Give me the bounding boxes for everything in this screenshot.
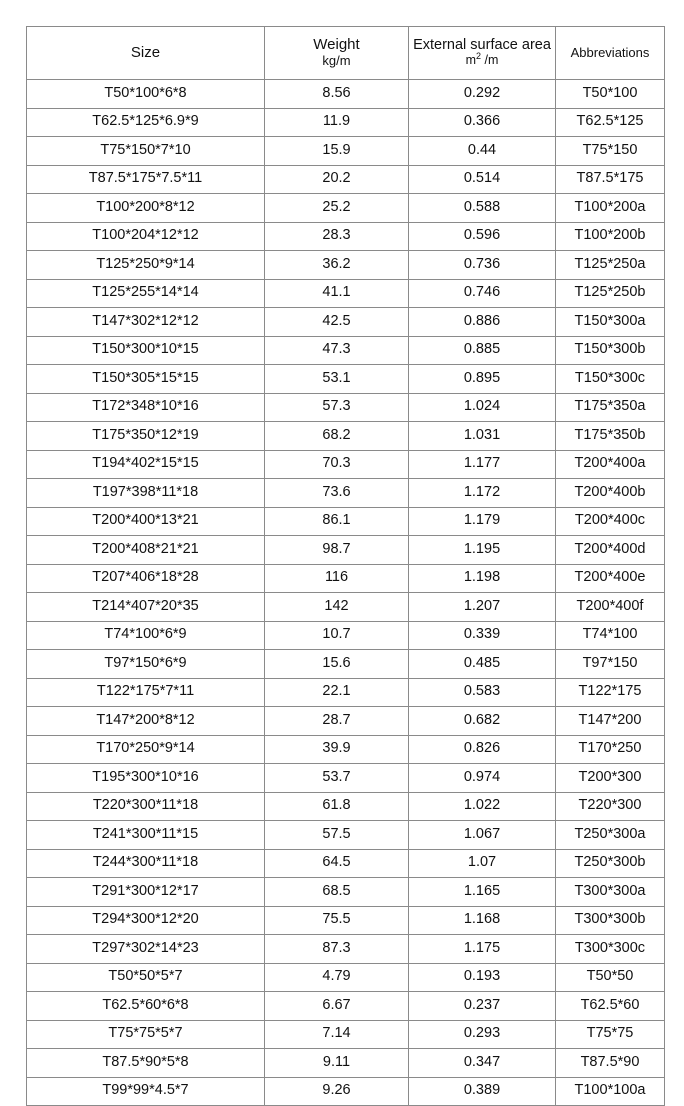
cell-weight: 41.1 bbox=[265, 279, 409, 308]
table-row bbox=[27, 1049, 665, 1078]
cell-weight: 28.7 bbox=[265, 707, 409, 736]
cell-weight: 116 bbox=[265, 564, 409, 593]
cell-area: 1.195 bbox=[409, 536, 556, 565]
cell-abbr: T170*250 bbox=[556, 735, 665, 764]
steel-tee-spec-table bbox=[26, 26, 665, 1106]
cell-weight: 20.2 bbox=[265, 165, 409, 194]
cell-abbr: T125*250b bbox=[556, 279, 665, 308]
cell-area: 0.682 bbox=[409, 707, 556, 736]
cell-weight: 25.2 bbox=[265, 194, 409, 223]
cell-abbr: T87.5*90 bbox=[556, 1049, 665, 1078]
cell-abbr: T200*400a bbox=[556, 450, 665, 479]
table-row bbox=[27, 707, 665, 736]
cell-area: 0.974 bbox=[409, 764, 556, 793]
cell-weight: 15.6 bbox=[265, 650, 409, 679]
table-row bbox=[27, 393, 665, 422]
cell-weight: 11.9 bbox=[265, 108, 409, 137]
cell-size: T220*300*11*18 bbox=[27, 792, 265, 821]
cell-size: T100*204*12*12 bbox=[27, 222, 265, 251]
column-header-weight-label: Weight bbox=[313, 36, 360, 54]
cell-abbr: T87.5*175 bbox=[556, 165, 665, 194]
cell-area: 0.736 bbox=[409, 251, 556, 280]
column-header-abbreviations bbox=[556, 27, 665, 80]
cell-abbr: T300*300b bbox=[556, 906, 665, 935]
column-header-external-surface-area bbox=[409, 27, 556, 80]
cell-size: T200*400*13*21 bbox=[27, 507, 265, 536]
cell-weight: 64.5 bbox=[265, 849, 409, 878]
cell-weight: 22.1 bbox=[265, 678, 409, 707]
cell-area: 1.168 bbox=[409, 906, 556, 935]
table-row bbox=[27, 593, 665, 622]
cell-area: 0.596 bbox=[409, 222, 556, 251]
table-row bbox=[27, 479, 665, 508]
table-row bbox=[27, 906, 665, 935]
table-body bbox=[27, 80, 665, 1106]
table-row bbox=[27, 678, 665, 707]
cell-abbr: T62.5*125 bbox=[556, 108, 665, 137]
cell-area: 1.177 bbox=[409, 450, 556, 479]
area-units-prefix: m bbox=[465, 53, 477, 68]
cell-area: 0.193 bbox=[409, 963, 556, 992]
cell-size: T122*175*7*11 bbox=[27, 678, 265, 707]
table-row bbox=[27, 422, 665, 451]
area-units-suffix: /m bbox=[481, 53, 499, 68]
column-header-abbreviations-label: Abbreviations bbox=[570, 44, 650, 60]
cell-area: 0.389 bbox=[409, 1077, 556, 1106]
cell-weight: 53.7 bbox=[265, 764, 409, 793]
cell-abbr: T175*350a bbox=[556, 393, 665, 422]
cell-weight: 4.79 bbox=[265, 963, 409, 992]
cell-abbr: T97*150 bbox=[556, 650, 665, 679]
table-row bbox=[27, 279, 665, 308]
column-header-area-units bbox=[411, 50, 553, 68]
cell-abbr: T150*300c bbox=[556, 365, 665, 394]
table-row bbox=[27, 507, 665, 536]
cell-size: T195*300*10*16 bbox=[27, 764, 265, 793]
cell-area: 0.885 bbox=[409, 336, 556, 365]
cell-abbr: T175*350b bbox=[556, 422, 665, 451]
cell-size: T175*350*12*19 bbox=[27, 422, 265, 451]
cell-abbr: T200*400b bbox=[556, 479, 665, 508]
cell-area: 0.44 bbox=[409, 137, 556, 166]
cell-abbr: T200*400d bbox=[556, 536, 665, 565]
cell-weight: 68.2 bbox=[265, 422, 409, 451]
cell-abbr: T200*400c bbox=[556, 507, 665, 536]
cell-area: 1.067 bbox=[409, 821, 556, 850]
cell-weight: 75.5 bbox=[265, 906, 409, 935]
cell-abbr: T250*300a bbox=[556, 821, 665, 850]
cell-size: T97*150*6*9 bbox=[27, 650, 265, 679]
cell-weight: 9.11 bbox=[265, 1049, 409, 1078]
table-row bbox=[27, 165, 665, 194]
cell-size: T99*99*4.5*7 bbox=[27, 1077, 265, 1106]
table-row bbox=[27, 222, 665, 251]
cell-area: 0.826 bbox=[409, 735, 556, 764]
cell-size: T50*50*5*7 bbox=[27, 963, 265, 992]
cell-abbr: T200*400e bbox=[556, 564, 665, 593]
cell-area: 0.746 bbox=[409, 279, 556, 308]
column-header-area-label: External surface area bbox=[413, 36, 551, 53]
cell-size: T172*348*10*16 bbox=[27, 393, 265, 422]
cell-size: T150*300*10*15 bbox=[27, 336, 265, 365]
cell-area: 0.366 bbox=[409, 108, 556, 137]
cell-size: T241*300*11*15 bbox=[27, 821, 265, 850]
cell-weight: 61.8 bbox=[265, 792, 409, 821]
cell-weight: 15.9 bbox=[265, 137, 409, 166]
cell-area: 0.583 bbox=[409, 678, 556, 707]
table-header-row bbox=[27, 27, 665, 80]
cell-abbr: T200*400f bbox=[556, 593, 665, 622]
table-row bbox=[27, 194, 665, 223]
cell-size: T147*302*12*12 bbox=[27, 308, 265, 337]
cell-size: T87.5*175*7.5*11 bbox=[27, 165, 265, 194]
cell-abbr: T50*50 bbox=[556, 963, 665, 992]
table-row bbox=[27, 1077, 665, 1106]
cell-abbr: T250*300b bbox=[556, 849, 665, 878]
table-row bbox=[27, 450, 665, 479]
cell-size: T244*300*11*18 bbox=[27, 849, 265, 878]
cell-weight: 87.3 bbox=[265, 935, 409, 964]
cell-size: T50*100*6*8 bbox=[27, 80, 265, 109]
cell-abbr: T150*300a bbox=[556, 308, 665, 337]
cell-weight: 7.14 bbox=[265, 1020, 409, 1049]
table-row bbox=[27, 650, 665, 679]
cell-size: T207*406*18*28 bbox=[27, 564, 265, 593]
table-row bbox=[27, 564, 665, 593]
table-row bbox=[27, 308, 665, 337]
cell-area: 0.485 bbox=[409, 650, 556, 679]
table-row bbox=[27, 849, 665, 878]
cell-area: 0.588 bbox=[409, 194, 556, 223]
column-header-size-label: Size bbox=[130, 43, 161, 61]
table-row bbox=[27, 251, 665, 280]
table-row bbox=[27, 336, 665, 365]
cell-abbr: T62.5*60 bbox=[556, 992, 665, 1021]
table-header bbox=[27, 27, 665, 80]
cell-area: 0.347 bbox=[409, 1049, 556, 1078]
cell-size: T170*250*9*14 bbox=[27, 735, 265, 764]
cell-area: 1.179 bbox=[409, 507, 556, 536]
cell-weight: 9.26 bbox=[265, 1077, 409, 1106]
area-units-superscript: 2 bbox=[476, 50, 482, 61]
cell-size: T297*302*14*23 bbox=[27, 935, 265, 964]
cell-abbr: T220*300 bbox=[556, 792, 665, 821]
cell-weight: 36.2 bbox=[265, 251, 409, 280]
cell-area: 1.031 bbox=[409, 422, 556, 451]
table-row bbox=[27, 792, 665, 821]
cell-weight: 86.1 bbox=[265, 507, 409, 536]
cell-weight: 70.3 bbox=[265, 450, 409, 479]
table-row bbox=[27, 963, 665, 992]
cell-abbr: T200*300 bbox=[556, 764, 665, 793]
cell-area: 1.207 bbox=[409, 593, 556, 622]
cell-area: 0.514 bbox=[409, 165, 556, 194]
steel-tee-spec-table-container bbox=[26, 26, 664, 1106]
cell-abbr: T75*150 bbox=[556, 137, 665, 166]
column-header-size bbox=[27, 27, 265, 80]
cell-abbr: T122*175 bbox=[556, 678, 665, 707]
cell-weight: 8.56 bbox=[265, 80, 409, 109]
cell-area: 0.886 bbox=[409, 308, 556, 337]
cell-size: T62.5*60*6*8 bbox=[27, 992, 265, 1021]
column-header-weight-units: kg/m bbox=[322, 52, 351, 68]
cell-area: 0.895 bbox=[409, 365, 556, 394]
table-row bbox=[27, 821, 665, 850]
cell-abbr: T74*100 bbox=[556, 621, 665, 650]
cell-abbr: T147*200 bbox=[556, 707, 665, 736]
cell-weight: 42.5 bbox=[265, 308, 409, 337]
cell-abbr: T50*100 bbox=[556, 80, 665, 109]
column-header-weight bbox=[265, 27, 409, 80]
cell-area: 1.198 bbox=[409, 564, 556, 593]
cell-weight: 10.7 bbox=[265, 621, 409, 650]
cell-abbr: T300*300c bbox=[556, 935, 665, 964]
cell-weight: 98.7 bbox=[265, 536, 409, 565]
cell-size: T125*250*9*14 bbox=[27, 251, 265, 280]
cell-area: 0.339 bbox=[409, 621, 556, 650]
cell-size: T291*300*12*17 bbox=[27, 878, 265, 907]
cell-abbr: T100*200a bbox=[556, 194, 665, 223]
cell-abbr: T125*250a bbox=[556, 251, 665, 280]
cell-size: T75*75*5*7 bbox=[27, 1020, 265, 1049]
cell-weight: 28.3 bbox=[265, 222, 409, 251]
table-row bbox=[27, 80, 665, 109]
cell-weight: 6.67 bbox=[265, 992, 409, 1021]
table-row bbox=[27, 764, 665, 793]
cell-area: 0.292 bbox=[409, 80, 556, 109]
table-row bbox=[27, 935, 665, 964]
cell-size: T214*407*20*35 bbox=[27, 593, 265, 622]
table-row bbox=[27, 992, 665, 1021]
cell-abbr: T75*75 bbox=[556, 1020, 665, 1049]
table-row bbox=[27, 137, 665, 166]
cell-weight: 57.3 bbox=[265, 393, 409, 422]
cell-size: T62.5*125*6.9*9 bbox=[27, 108, 265, 137]
table-row bbox=[27, 621, 665, 650]
table-row bbox=[27, 108, 665, 137]
cell-area: 1.07 bbox=[409, 849, 556, 878]
table-row bbox=[27, 735, 665, 764]
cell-weight: 142 bbox=[265, 593, 409, 622]
cell-abbr: T100*200b bbox=[556, 222, 665, 251]
cell-abbr: T300*300a bbox=[556, 878, 665, 907]
cell-size: T294*300*12*20 bbox=[27, 906, 265, 935]
cell-area: 1.172 bbox=[409, 479, 556, 508]
table-row bbox=[27, 878, 665, 907]
cell-size: T125*255*14*14 bbox=[27, 279, 265, 308]
cell-size: T200*408*21*21 bbox=[27, 536, 265, 565]
cell-weight: 68.5 bbox=[265, 878, 409, 907]
cell-area: 1.022 bbox=[409, 792, 556, 821]
cell-area: 0.237 bbox=[409, 992, 556, 1021]
table-row bbox=[27, 1020, 665, 1049]
cell-size: T74*100*6*9 bbox=[27, 621, 265, 650]
table-row bbox=[27, 536, 665, 565]
cell-area: 1.165 bbox=[409, 878, 556, 907]
cell-weight: 53.1 bbox=[265, 365, 409, 394]
cell-size: T87.5*90*5*8 bbox=[27, 1049, 265, 1078]
cell-weight: 47.3 bbox=[265, 336, 409, 365]
cell-size: T75*150*7*10 bbox=[27, 137, 265, 166]
cell-size: T150*305*15*15 bbox=[27, 365, 265, 394]
cell-size: T100*200*8*12 bbox=[27, 194, 265, 223]
cell-size: T147*200*8*12 bbox=[27, 707, 265, 736]
cell-weight: 57.5 bbox=[265, 821, 409, 850]
cell-weight: 73.6 bbox=[265, 479, 409, 508]
cell-area: 1.024 bbox=[409, 393, 556, 422]
cell-abbr: T100*100a bbox=[556, 1077, 665, 1106]
cell-area: 1.175 bbox=[409, 935, 556, 964]
cell-area: 0.293 bbox=[409, 1020, 556, 1049]
cell-abbr: T150*300b bbox=[556, 336, 665, 365]
cell-size: T197*398*11*18 bbox=[27, 479, 265, 508]
table-row bbox=[27, 365, 665, 394]
cell-weight: 39.9 bbox=[265, 735, 409, 764]
cell-size: T194*402*15*15 bbox=[27, 450, 265, 479]
